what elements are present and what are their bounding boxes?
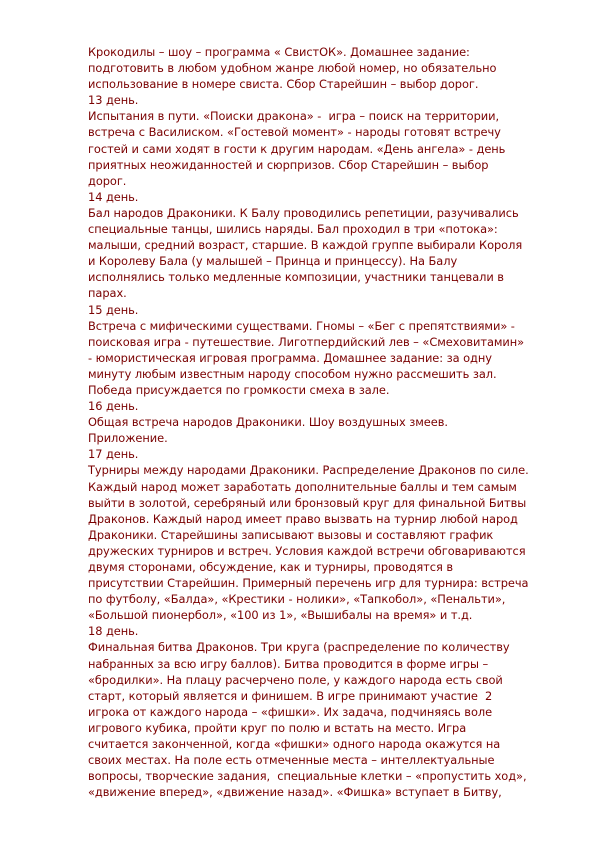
text-line: «движение вперед», «движение назад». «Фишка» вступает в Битву,: [88, 785, 502, 800]
text-line: игрока от каждого народа – «фишки». Их задача, подчиняясь воле: [88, 704, 493, 719]
text-line: - юмористическая игровая программа. Домашнее задание: за одну: [88, 350, 492, 365]
text-line: 17 день.: [88, 447, 139, 462]
text-line: Драконики. Старейшины записывают вызовы и составляют график: [88, 527, 494, 542]
text-line: подготовить в любом удобном жанре любой номер, но обязательно: [88, 61, 497, 76]
text-line: дорог.: [88, 173, 127, 188]
text-line: Крокодилы – шоу – программа « СвистОК». Домашнее задание:: [88, 45, 470, 59]
text-line: малыши, средний возраст, старшие. В каждой группе выбирали Короля: [88, 238, 523, 253]
text-line: Бал народов Драконики. К Балу проводились репетиции, разучивались: [88, 205, 519, 220]
text-line: Турниры между народами Драконики. Распределение Драконов по силе.: [88, 463, 529, 478]
text-line: «Большой пионербол», «100 из 1», «Вышибалы на время» и т.д.: [88, 608, 473, 623]
text-line: игрового кубика, пройти круг по полю и встать на место. Игра: [88, 720, 467, 735]
text-line: и Королеву Бала (у малышей – Принца и принцессу). На Балу: [88, 254, 458, 269]
text-line: вопросы, творческие задания, специальные клетки – «пропустить ход»,: [88, 769, 527, 784]
text-line: 16 день.: [88, 399, 139, 414]
text-line: Приложение.: [88, 431, 168, 446]
document-body: [88, 44, 558, 800]
text-line: своих местах. На поле есть отмеченные места – интеллектуальные: [88, 753, 495, 768]
text-line: считается законченной, когда «фишки» одного народа окажутся на: [88, 737, 501, 752]
text-line: Каждый народ может заработать дополнительные баллы и тем самым: [88, 479, 517, 494]
text-line: специальные танцы, шились наряды. Бал проходил в три «потока»:: [88, 222, 498, 237]
text-line: выйти в золотой, серебряный или бронзовый круг для финальной Битвы: [88, 495, 527, 510]
text-line: 15 день.: [88, 302, 139, 317]
text-line: 13 день.: [88, 93, 139, 108]
text-line: старт, который является и финишем. В игре принимают участие 2: [88, 688, 493, 703]
text-line: Победа присуждается по громкости смеха в зале.: [88, 382, 390, 397]
text-line: Общая встреча народов Драконики. Шоу воздушных змеев.: [88, 415, 448, 430]
text-line: по футболу, «Балда», «Крестики - нолики», «Тапкобол», «Пенальти»,: [88, 592, 506, 607]
text-line: приятных неожиданностей и сюрпризов. Сбор Старейшин – выбор: [88, 157, 489, 172]
text-line: использование в номере свиста. Сбор Старейшин – выбор дорог.: [88, 77, 479, 92]
text-line: гостей и сами ходят в гости к другим народам. «День ангела» - день: [88, 141, 506, 156]
text-line: «бродилки». На плацу расчерчено поле, у каждого народа есть свой: [88, 672, 503, 687]
text-line: Финальная битва Драконов. Три круга (распределение по количеству: [88, 640, 510, 655]
text-line: исполнялись только медленные композиции, участники танцевали в: [88, 270, 504, 285]
text-line: Испытания в пути. «Поиски дракона» - игра – поиск на территории,: [88, 109, 500, 124]
text-line: набранных за всю игру баллов). Битва проводится в форме игры –: [88, 656, 489, 671]
text-line: Драконов. Каждый народ имеет право вызвать на турнир любой народ: [88, 511, 518, 526]
text-line: парах.: [88, 286, 127, 301]
text-line: минуту любым известным народу способом нужно рассмешить зал.: [88, 366, 497, 381]
text-line: присутствии Старейшин. Примерный перечень игр для турнира: встреча: [88, 576, 529, 591]
text-line: 14 день.: [88, 189, 139, 204]
text-line: встреча с Василиском. «Гостевой момент» - народы готовят встречу: [88, 125, 501, 140]
text-line: дружеских турниров и встреч. Условия каждой встречи обговариваются: [88, 543, 526, 558]
text-line: двумя сторонами, обсуждение, как и турниры, проводятся в: [88, 560, 454, 574]
text-line: Встреча с мифическими существами. Гномы – «Бег с препятствиями» -: [88, 318, 515, 333]
text-line: поисковая игра - путешествие. Лиготпердийский лев – «Смеховитамин»: [88, 334, 525, 349]
text-line: 18 день.: [88, 624, 139, 639]
